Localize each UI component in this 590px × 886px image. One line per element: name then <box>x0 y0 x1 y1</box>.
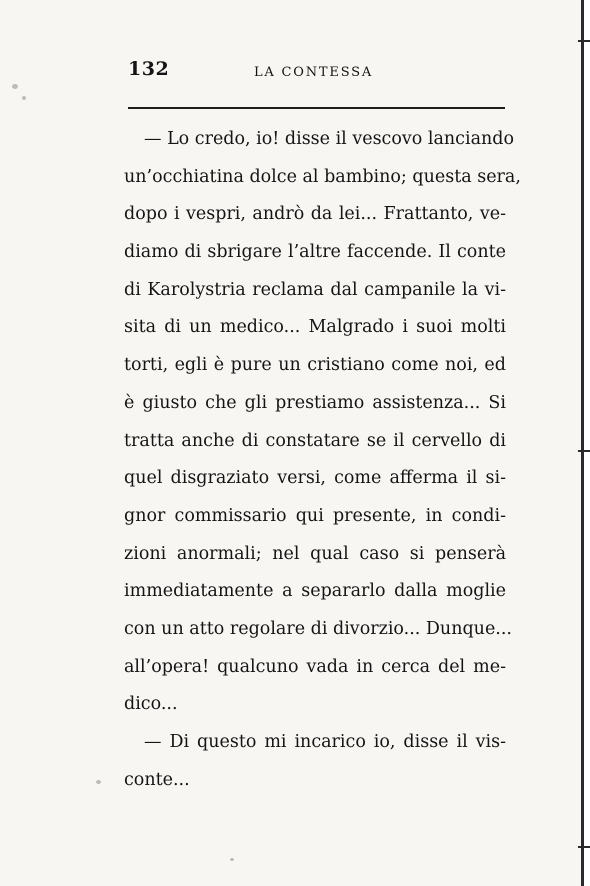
page-number: 132 <box>128 58 170 80</box>
text-line: di Karolystria reclama dal campanile la vi- <box>124 279 506 300</box>
text-line: con un atto regolare di divorzio... Dunque... <box>124 618 512 639</box>
paper-speck <box>12 84 18 89</box>
binding-mark <box>578 846 590 848</box>
text-line: immediatamente a separarlo dalla moglie <box>124 581 506 602</box>
text-line: tratta anche di constatare se il cervello di <box>124 430 506 451</box>
text-line: zioni anormali; nel qual caso si penserà <box>124 543 506 564</box>
text-line: un’occhiatina dolce al bambino; questa sera, <box>124 166 521 187</box>
text-line: gnor commissario qui presente, in condi- <box>124 505 506 526</box>
text-line: è giusto che gli prestiamo assistenza... Si <box>124 392 506 413</box>
header-rule <box>128 107 505 109</box>
text-line: torti, egli è pure un cristiano come noi, ed <box>124 355 506 376</box>
text-line: conte... <box>124 769 190 790</box>
text-line: dico... <box>124 694 178 715</box>
body-text <box>124 121 521 799</box>
page-margin-edge <box>584 0 590 886</box>
paper-speck <box>230 858 234 861</box>
binding-mark <box>578 450 590 452</box>
running-title: LA CONTESSA <box>254 65 374 80</box>
text-line: sita di un medico... Malgrado i suoi molti <box>124 317 506 338</box>
page-header <box>128 58 508 88</box>
binding-mark <box>578 40 590 42</box>
text-line: — Lo credo, io! disse il vescovo lanciando <box>144 129 515 149</box>
text-line: quel disgraziato versi, come afferma il si- <box>124 468 506 489</box>
text-line: — Di questo mi incarico io, disse il vis- <box>144 732 506 752</box>
paper-speck <box>22 96 26 100</box>
text-line: diamo di sbrigare l’altre faccende. Il conte <box>124 242 506 263</box>
paper-speck <box>96 780 101 784</box>
text-line: all’opera! qualcuno vada in cerca del me- <box>124 656 506 677</box>
binding-edge <box>581 0 584 886</box>
text-line: dopo i vespri, andrò da lei... Frattanto, ve- <box>124 204 506 225</box>
